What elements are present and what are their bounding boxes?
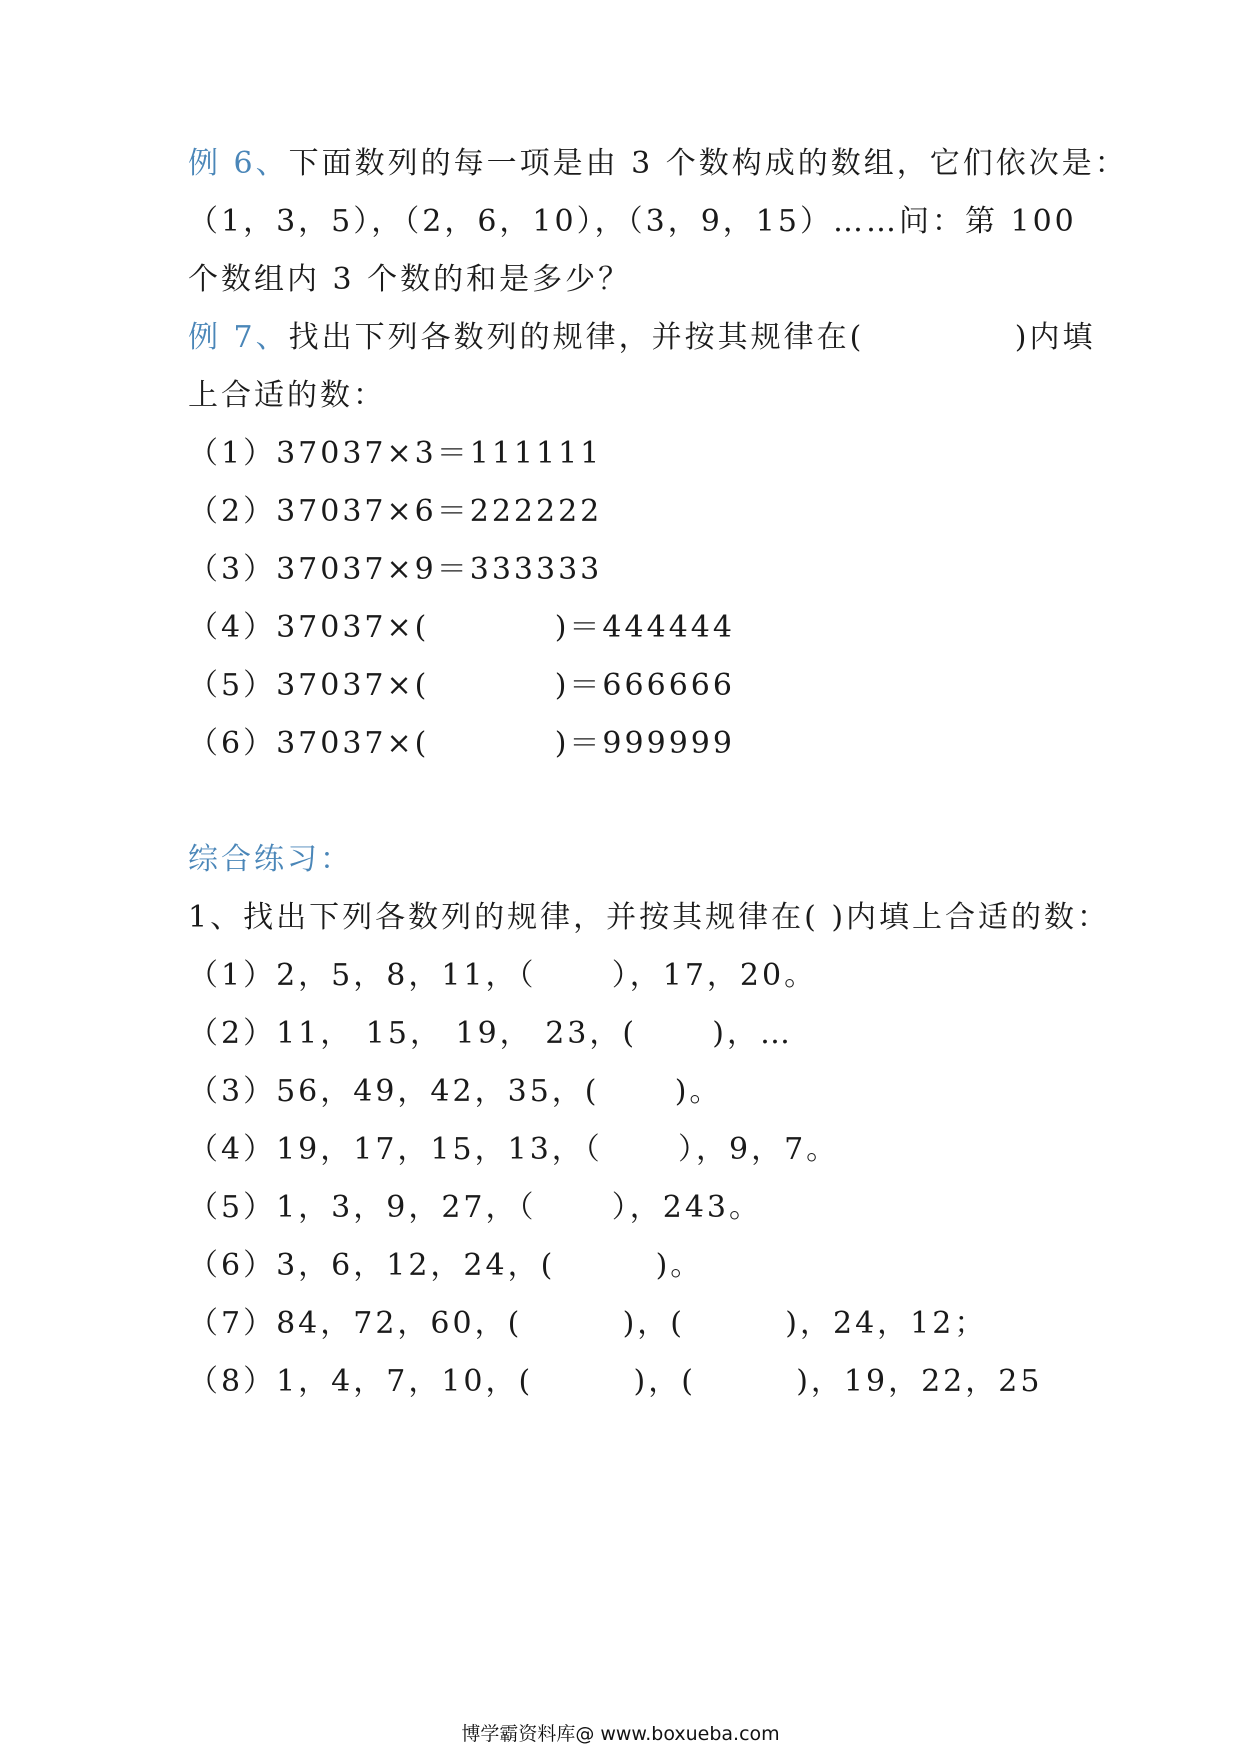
practice-item: （5）1，3，9，27，（ ），243。 <box>188 1190 762 1225</box>
practice-question-1: 1、找出下列各数列的规律，并按其规律在( )内填上合适的数： <box>188 900 1111 935</box>
practice-item: （1）2，5，8，11，（ ），17，20。 <box>188 958 818 993</box>
example7-item: （4）37037×( )＝444444 <box>188 610 735 645</box>
practice-item: （2）11， 15， 19， 23，( )，… <box>188 1016 794 1051</box>
example6-line3: 个数组内 3 个数的和是多少？ <box>188 262 632 297</box>
practice-item: （8）1，4，7，10，( )，( )，19，22，25 <box>188 1364 1043 1399</box>
example7-label: 例 7、 <box>188 320 289 355</box>
example7-item: （2）37037×6＝222222 <box>188 494 603 529</box>
example6-text: 下面数列的每一项是由 3 个数构成的数组，它们依次是： <box>288 146 1128 181</box>
practice-item: （7）84，72，60，( )，( )，24，12； <box>188 1306 988 1341</box>
practice-item: （3）56，49，42，35，( )。 <box>188 1074 723 1109</box>
practice-item: （4）19，17，15，13，（ ），9，7。 <box>188 1132 840 1167</box>
example7-item: （6）37037×( )＝999999 <box>188 726 735 761</box>
example7-item: （3）37037×9＝333333 <box>188 552 603 587</box>
example6-line2: （1，3，5），（2，6，10），（3，9，15）……问：第 100 <box>188 204 1077 239</box>
example7-text: 找出下列各数列的规律，并按其规律在( )内填 <box>288 320 1096 355</box>
example7-line2: 上合适的数： <box>188 378 386 413</box>
example7-item: （5）37037×( )＝666666 <box>188 668 735 703</box>
example7-line1 <box>188 318 1095 358</box>
footer-watermark: 博学霸资料库@ www.boxueba.com <box>461 1723 780 1745</box>
example7-item: （1）37037×3＝111111 <box>188 436 603 471</box>
example6-line1 <box>188 144 1128 184</box>
practice-item: （6）3，6，12，24，( )。 <box>188 1248 704 1283</box>
practice-title: 综合练习： <box>188 842 353 877</box>
example6-label: 例 6、 <box>188 146 289 181</box>
